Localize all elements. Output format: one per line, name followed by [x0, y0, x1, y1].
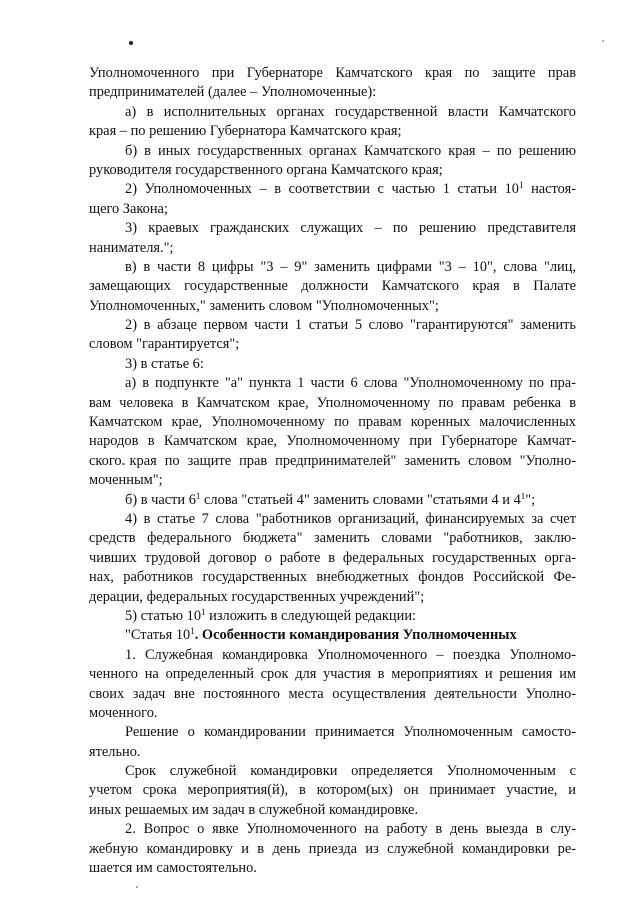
text-line: народов в Камчатском крае, Уполномоченному при Губернаторе Камчат-: [89, 433, 576, 450]
text-line: щего Закона;: [89, 200, 168, 217]
text-line: словом "гарантируется";: [89, 336, 240, 353]
text-line: [89, 180, 576, 199]
text-fragment: ";: [525, 491, 536, 508]
scan-speck: [136, 886, 138, 888]
superscript: 1: [518, 180, 524, 191]
text-fragment: изложить в следующей редакции:: [205, 607, 417, 624]
text-line: а) в исполнительных органах государственной власти Камчатского: [125, 103, 576, 120]
text-line: 4) в статье 7 слова "работников организаций, финансируемых за счет: [125, 510, 576, 527]
superscript: 1: [520, 490, 526, 501]
text-fragment: б) в части 6: [125, 491, 196, 508]
text-line: руководителя государственного органа Камчатского края;: [89, 161, 443, 178]
text-line: чивших трудовой договор о работе в федеральных государственных орга-: [89, 549, 576, 566]
text-line: 3) краевых гражданских служащих – по решению представителя: [125, 220, 576, 237]
text-fragment: слова "статьей 4" заменить словами "статьями 4 и 4: [200, 491, 521, 508]
text-line: Камчатском крае, Уполномоченному по правам коренных малочисленных: [89, 414, 576, 431]
text-line: Уполномоченного при Губернаторе Камчатского края по защите прав: [89, 65, 576, 81]
superscript: 1: [201, 606, 206, 617]
text-line: моченным";: [89, 472, 163, 489]
text-line: иных решаемых им задач в служебной командировке.: [89, 801, 419, 818]
article-title: . Особенности командирования Уполномоченных: [194, 627, 517, 644]
text-line: ченного на определенный срок для участия в мероприятиях и решения им: [89, 666, 576, 683]
text-line: в) в части 8 цифры "3 – 9" заменить цифрами "3 – 10", слова "лиц,: [125, 258, 576, 275]
text-line: вам человека в Камчатском крае, Уполномоченному по правам ребенка в: [89, 394, 576, 411]
text-line: шается им самостоятельно.: [89, 860, 257, 877]
text-line: 3) в статье 6:: [125, 355, 204, 372]
text-line: [89, 607, 576, 626]
text-line: [89, 491, 576, 510]
text-line: 2. Вопрос о явке Уполномоченного на работу в день выезда в слу-: [125, 821, 576, 838]
text-line: моченного.: [89, 704, 158, 721]
superscript: 1: [190, 626, 195, 637]
text-line: замещающих государственные должности Камчатского края в Палате: [89, 278, 576, 295]
text-line: дерации, федеральных государственных учреждений";: [89, 588, 425, 605]
text-line: своих задач вне постоянного места осуществления деятельности Уполно-: [89, 685, 576, 702]
scan-speck: [129, 41, 133, 45]
text-line: учетом срока мероприятия(й), в котором(ых) он принимает участие, и: [89, 782, 576, 799]
text-line: 2) в абзаце первом части 1 статьи 5 слово "гарантируются" заменить: [125, 317, 576, 334]
text-line: предпринимателей (далее – Уполномоченные):: [89, 84, 377, 101]
text-line: жебную командировку и в день приезда из служебной командировки ре-: [89, 840, 576, 857]
scan-speck: [602, 40, 604, 42]
text-line: ского края по защите прав предпринимателей" заменить словом "Уполно-: [89, 452, 576, 469]
text-line: Срок служебной командировки определяется Уполномоченным с: [125, 763, 576, 780]
text-line: нах, работников государственных внебюджетных фондов Российской Фе-: [89, 569, 576, 586]
text-fragment: 5) статью 10: [125, 607, 202, 624]
document-body: [89, 64, 576, 878]
text-fragment: настоя-: [523, 181, 576, 198]
text-line: а) в подпункте "а" пункта 1 части 6 слова "Уполномоченному по пра-: [125, 375, 576, 392]
text-line: средств федерального бюджета" заменить словами "работников, заклю-: [89, 530, 576, 547]
text-line: 1. Служебная командировка Уполномоченного – поездка Уполномо-: [125, 646, 576, 663]
text-fragment: "Статья 10: [125, 627, 191, 644]
text-fragment: 2) Уполномоченных – в соответствии с частью 1 статьи 10: [125, 181, 519, 198]
text-line: б) в иных государственных органах Камчатского края – по решению: [125, 142, 576, 159]
article-heading: [89, 626, 576, 645]
superscript: 1: [195, 490, 201, 501]
text-line: края – по решению Губернатора Камчатского края;: [89, 123, 402, 140]
text-line: Уполномоченных," заменить словом "Уполномоченных";: [89, 297, 439, 314]
text-line: Решение о командировании принимается Уполномоченным самосто-: [125, 724, 576, 741]
text-line: ятельно.: [89, 743, 141, 760]
text-line: нанимателя.";: [89, 239, 174, 256]
